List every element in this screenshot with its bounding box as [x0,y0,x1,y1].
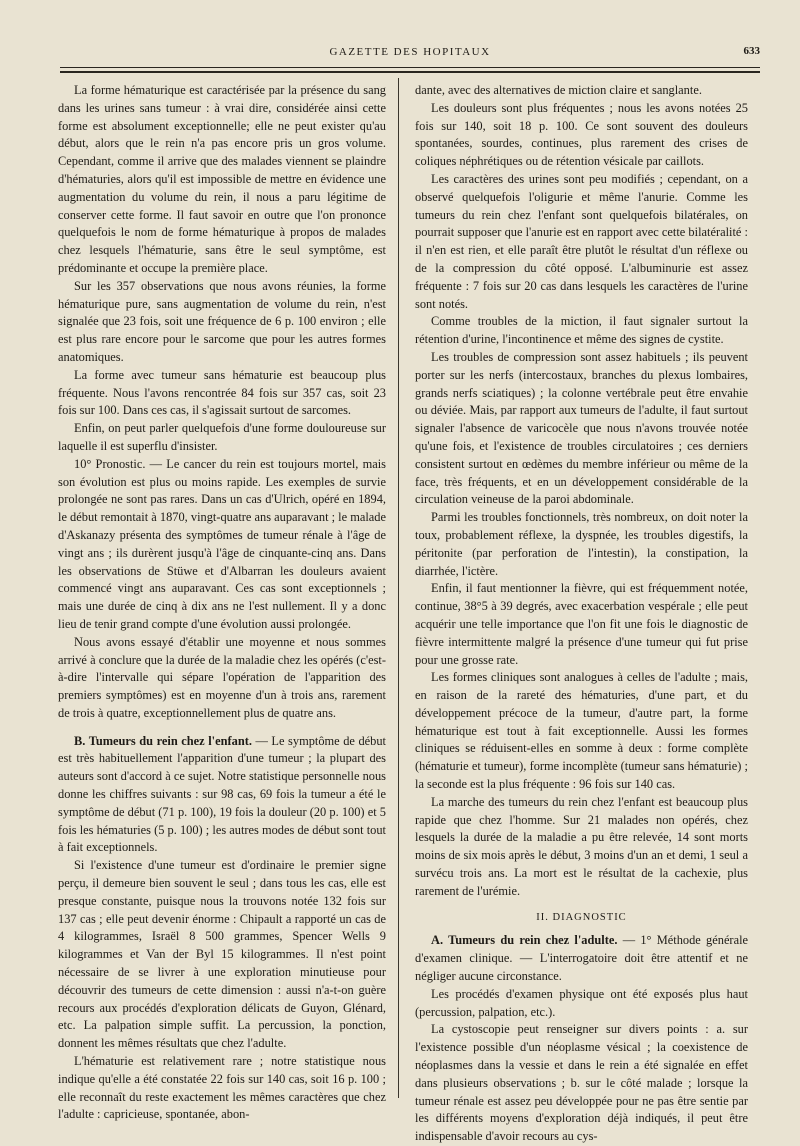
paragraph: Les douleurs sont plus fréquentes ; nous les avons notées 25 fois sur 140, soit 18 p. 100. Ce sont souvent des douleurs spontanées, sourdes, continues, plus rarement des crises de coliques néphrétiques ou de rétention vésicale par caillots. [415,100,748,169]
paragraph: La forme avec tumeur sans hématurie est beaucoup plus fréquente. Nous l'avons rencontrée 84 fois sur 357 cas, soit 23 fois sur 100. Dans ces cas, il s'agissait surtout de sarcomes. [58,367,386,418]
paragraph: Nous avons essayé d'établir une moyenne et nous sommes arrivé à conclure que la durée de la maladie chez les opérés (c'est-à-dire l'intervalle qui sépare l'opération de l'apparition des premiers symptômes) est en moyenne d'un à trois ans, rarement de trois à quatre, exceptionnellement plus de quatre ans. [58,634,386,720]
paragraph: dante, avec des alternatives de miction claire et sanglante. [415,83,702,97]
paragraph: Enfin, il faut mentionner la fièvre, qui est fréquemment notée, continue, 38°5 à 39 degrés, avec exacerbation vespérale ; elle peut acquérir une telle importance que l'on fit une fois le diagnostic de fièvre intermittente malgré la présence d'une tumeur qui fut prise pour une grosse rate. [415,581,748,667]
journal-title: GAZETTE DES HOPITAUX [329,46,491,58]
section-title: II. DIAGNOSTIC [536,911,627,923]
paragraph: Parmi les troubles fonctionnels, très nombreux, on doit noter la toux, probablement réflexe, la dyspnée, les troubles digestifs, la péritonite (par perforation de l'intestin), la constipation, la diarrhée, l'ictère. [415,510,748,578]
header-rule-thick [60,71,760,73]
paragraph-text: — Le symptôme de début est très habituellement l'apparition d'une tumeur ; la plupart des auteurs sont d'accord à ce sujet. Notre statistique personnelle nous donne les chiffres suivants : sur 98 cas, 69 fois la tumeur a été le symptôme de début (71 p. 100), 19 fois la douleur (20 p. 100) et 5 fois les hématuries (5 p. 100) ; les autres modes de début sont tout à fait exceptionnels. [58,733,386,855]
paragraph: La marche des tumeurs du rein chez l'enfant est beaucoup plus rapide que chez l'homme. Sur 21 malades non opérés, chez lesquels la durée de la maladie a pu être relevée, 14 sont morts moins de six mois après le début, 3 moins d'un an et demi, 1 seul a survécu trois ans. La mort est le résultat de la cachexie, plus rarement de l'urémie. [415,794,748,898]
paragraph: L'hématurie est relativement rare ; notre statistique nous indique qu'elle a été constatée 22 fois sur 140 cas, soit 16 p. 100 ; elle reconnaît du reste exactement les mêmes caractères que chez l'adulte : capricieuse, spontanée, abon- [58,1054,386,1122]
header-rule-thin [60,67,760,68]
page-number: 633 [743,45,760,57]
paragraph: La cystoscopie peut renseigner sur divers points : a. sur l'existence possible d'un néoplasme vésical ; la coexistence de néoplasmes dans la vessie et dans le rein a été signalée en effet dans plusieurs observations ; b. sur le côté malade ; lorsque la tumeur rénale est assez peu développée pour ne pas être sentie par les différents moyens d'exploration déjà indiqués, il peut être indispensable d'avoir recours au cys- [415,1022,748,1144]
page-header [60,44,760,62]
paragraph-text: — 1° Méthode générale d'examen clinique. — L'interrogatoire doit être attentif et ne négliger aucune circonstance. [415,933,749,984]
paragraph: 10° Pronostic. — Le cancer du rein est toujours mortel, mais son évolution est plus ou moins rapide. Les exemples de survie prolongée ne sont pas rares. Dans un cas d'Ulrich, opéré en 1894, le début remontait à 1870, vingt-quatre ans auparavant ; le malade d'Askanazy présenta des symptômes de tumeur rénale à l'âge de vingt ans ; ils durèrent jusqu'à l'âge de cinquante-cinq ans. Dans les observations de Stüwe et d'Albarran les douleurs avaient commencé vingt ans auparavant. Ces cas sont exceptionnels ; mais une durée de cinq à dix ans ne l'est nullement. Il y a donc lieu de tenir grand compte d'une évolution aussi prolongée. [58,456,386,631]
paragraph: Les formes cliniques sont analogues à celles de l'adulte ; mais, en raison de la rareté des hématuries, d'une part, et du développement précoce de la tumeur, d'autre part, la forme hématurique est tout à fait exceptionnelle. Aussi les formes cliniques se réduisent-elles en somme à deux : forme complète (hématurie et tumeur), forme incomplète (tumeur sans hématurie) ; la seconde est la plus fréquente : 96 fois sur 140 cas. [415,670,748,792]
paragraph: Enfin, on peut parler quelquefois d'une forme douloureuse sur laquelle il est superflu d'insister. [58,421,386,453]
paragraph: La forme hématurique est caractérisée par la présence du sang dans les urines sans tumeur : à vrai dire, considérée ainsi cette forme est absolument exceptionnelle; elle ne peut exister qu'au début, alors que le rein n'a pas encore pris un gros volume. Cependant, comme il arrive que des malades viennent se plaindre d'hématuries, alors qu'il est impossible de mettre en évidence une augmentation du volume du rein, il nous a paru légitime de conserver cette forme. Il faut savoir en outre que l'on prononce quelquefois le nom de forme hématurique à propos de malades chez lesquels l'hématurie, sans être le seul symptôme, est prédominante et occupe la première place. [58,83,386,275]
paragraph: Sur les 357 observations que nous avons réunies, la forme hématurique pure, sans augmentation de volume du rein, n'est signalée que 23 fois, soit une fréquence de 6 p. 100 environ ; elle est plus rare encore pour le sarcome que pour les autres formes anatomiques. [58,278,386,364]
subsection-heading: A. Tumeurs du rein chez l'adulte. [431,933,618,948]
paragraph: Les procédés d'examen physique ont été exposés plus haut (percussion, palpation, etc.). [415,986,748,1019]
subsection-heading: B. Tumeurs du rein chez l'enfant. [74,733,252,748]
paragraph: Les caractères des urines sont peu modifiés ; cependant, on a observé quelquefois l'oligurie et même l'anurie. Comme les tumeurs du rein chez l'enfant sont quelquefois bilatérales, on pourrait supposer que l'anurie est en rapport avec cette bilatéralité : il n'en est rien, et elle paraît être plutôt le résultat d'un réflexe ou de la compression du côté opposé. L'albuminurie est assez fréquente : 7 fois sur 20 cas dans lesquels les caractères de l'urine sont notés. [415,171,748,311]
paragraph: Comme troubles de la miction, il faut signaler surtout la rétention d'urine, l'incontinence et même des signes de cystite. [415,314,748,347]
right-column [415,82,748,1146]
paragraph [415,932,748,985]
left-column [58,82,386,1124]
paragraph [58,733,386,858]
paragraph: Si l'existence d'une tumeur est d'ordinaire le premier signe perçu, il demeure bien souvent le seul ; dans tous les cas, elle est presque constante, puisque nous la trouvons notée 132 fois sur 137 cas ; elle peut devenir énorme : Chipault a rapporté un cas de 4 kilogrammes, Israël 8 500 grammes, Spencer Wells 9 kilogrammes et Van der Byl 15 kilogrammes. Il n'est point nécessaire de se livrer à une exploration minutieuse pour découvrir des tumeurs de cette dimension : aussi n'a-t-on guère recours aux procédés d'exploration délicats de Guyon, Glénard, etc. La palpation simple suffit. La percussion, la ponction, donnent les mêmes résultats que chez l'adulte. [58,858,386,1051]
column-divider [398,78,399,1098]
paragraph: Les troubles de compression sont assez habituels ; ils peuvent porter sur les nerfs (intercostaux, branches du plexus lombaires, grands nerfs sciatiques) ; la colonne vertébrale peut être envahie ou déviée. Mais, par rapport aux tumeurs de l'adulte, il faut surtout signaler l'absence de varicocèle que nous n'avons trouvée notée qu'une fois, et l'existence de troubles circulatoires ; ces derniers consistent surtout en œdèmes du membre inférieur ou même de la face, très fréquents, et en un développement considérable de la circulation veineuse de la paroi abdominale. [415,349,748,507]
